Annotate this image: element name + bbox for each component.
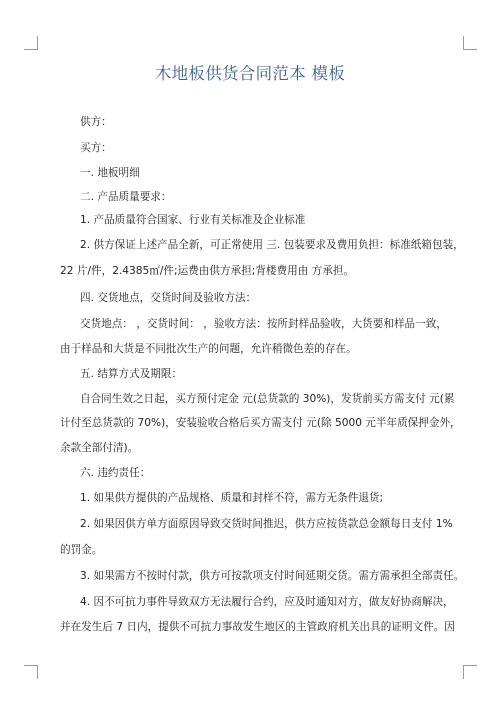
crop-mark-bottom-right [463,665,477,679]
crop-mark-bottom-left [24,665,38,679]
buyer-line: 买方： [80,142,112,154]
paragraph-line: 22 片/件，2.4385㎡/件;运费由供方承担;背楼费用由 方承担。 [60,265,355,277]
crop-mark-top-right [463,36,477,50]
section-heading-2: 二. 产品质量要求： [80,191,172,203]
paragraph-line: 计付至总货款的 70%)，安装验收合格后买方需支付 元(除 5000 元半年质保押金外， [60,417,461,429]
crop-mark-top-left [24,36,38,50]
paragraph-line: 2. 如果因供方单方面原因导致交货时间推迟，供方应按货款总金额每日支付 1% [80,518,453,530]
section-heading-6: 六. 违约责任： [80,467,151,479]
section-heading-4: 四. 交货地点，交货时间及验收方法： [80,292,257,304]
paragraph-line: 的罚金。 [60,544,103,556]
paragraph-line: 余款全部付清)。 [60,442,139,454]
section-heading-5: 五. 结算方式及期限： [80,368,183,380]
document-title: 木地板供货合同范本 模板 [154,64,346,83]
paragraph-line: 1. 如果供方提供的产品规格、质量和封样不符，需方无条件退货; [80,492,384,504]
paragraph-line: 自合同生效之日起，买方预付定金 元(总货款的 30%)，发货前买方需支付 元(累 [80,393,455,405]
section-heading-1: 一. 地板明细 [80,167,140,179]
paragraph-line: 并在发生后 7 日内，提供不可抗力事故发生地区的主管政府机关出具的证明文件。因 [60,621,455,633]
paragraph-line: 交货地点： ，交货时间： ，验收方法：按所封样品验收，大货要和样品一致， [80,318,447,330]
paragraph-line: 1. 产品质量符合国家、行业有关标准及企业标准 [80,214,306,226]
paragraph-line: 由于样品和大货是不同批次生产的问题，允许稍微色差的存在。 [60,343,357,355]
supplier-line: 供方： [80,116,112,128]
paragraph-line: 2. 供方保证上述产品全新，可正常使用 三. 包装要求及费用负担：标准纸箱包装， [80,239,464,251]
paragraph-line: 4. 因不可抗力事件导致双方无法履行合约，应及时通知对方，做友好协商解决， [80,596,454,608]
paragraph-line: 3. 如果需方不按时付款，供方可按款项支付时间延期交货。需方需承担全部责任。 [80,570,465,582]
